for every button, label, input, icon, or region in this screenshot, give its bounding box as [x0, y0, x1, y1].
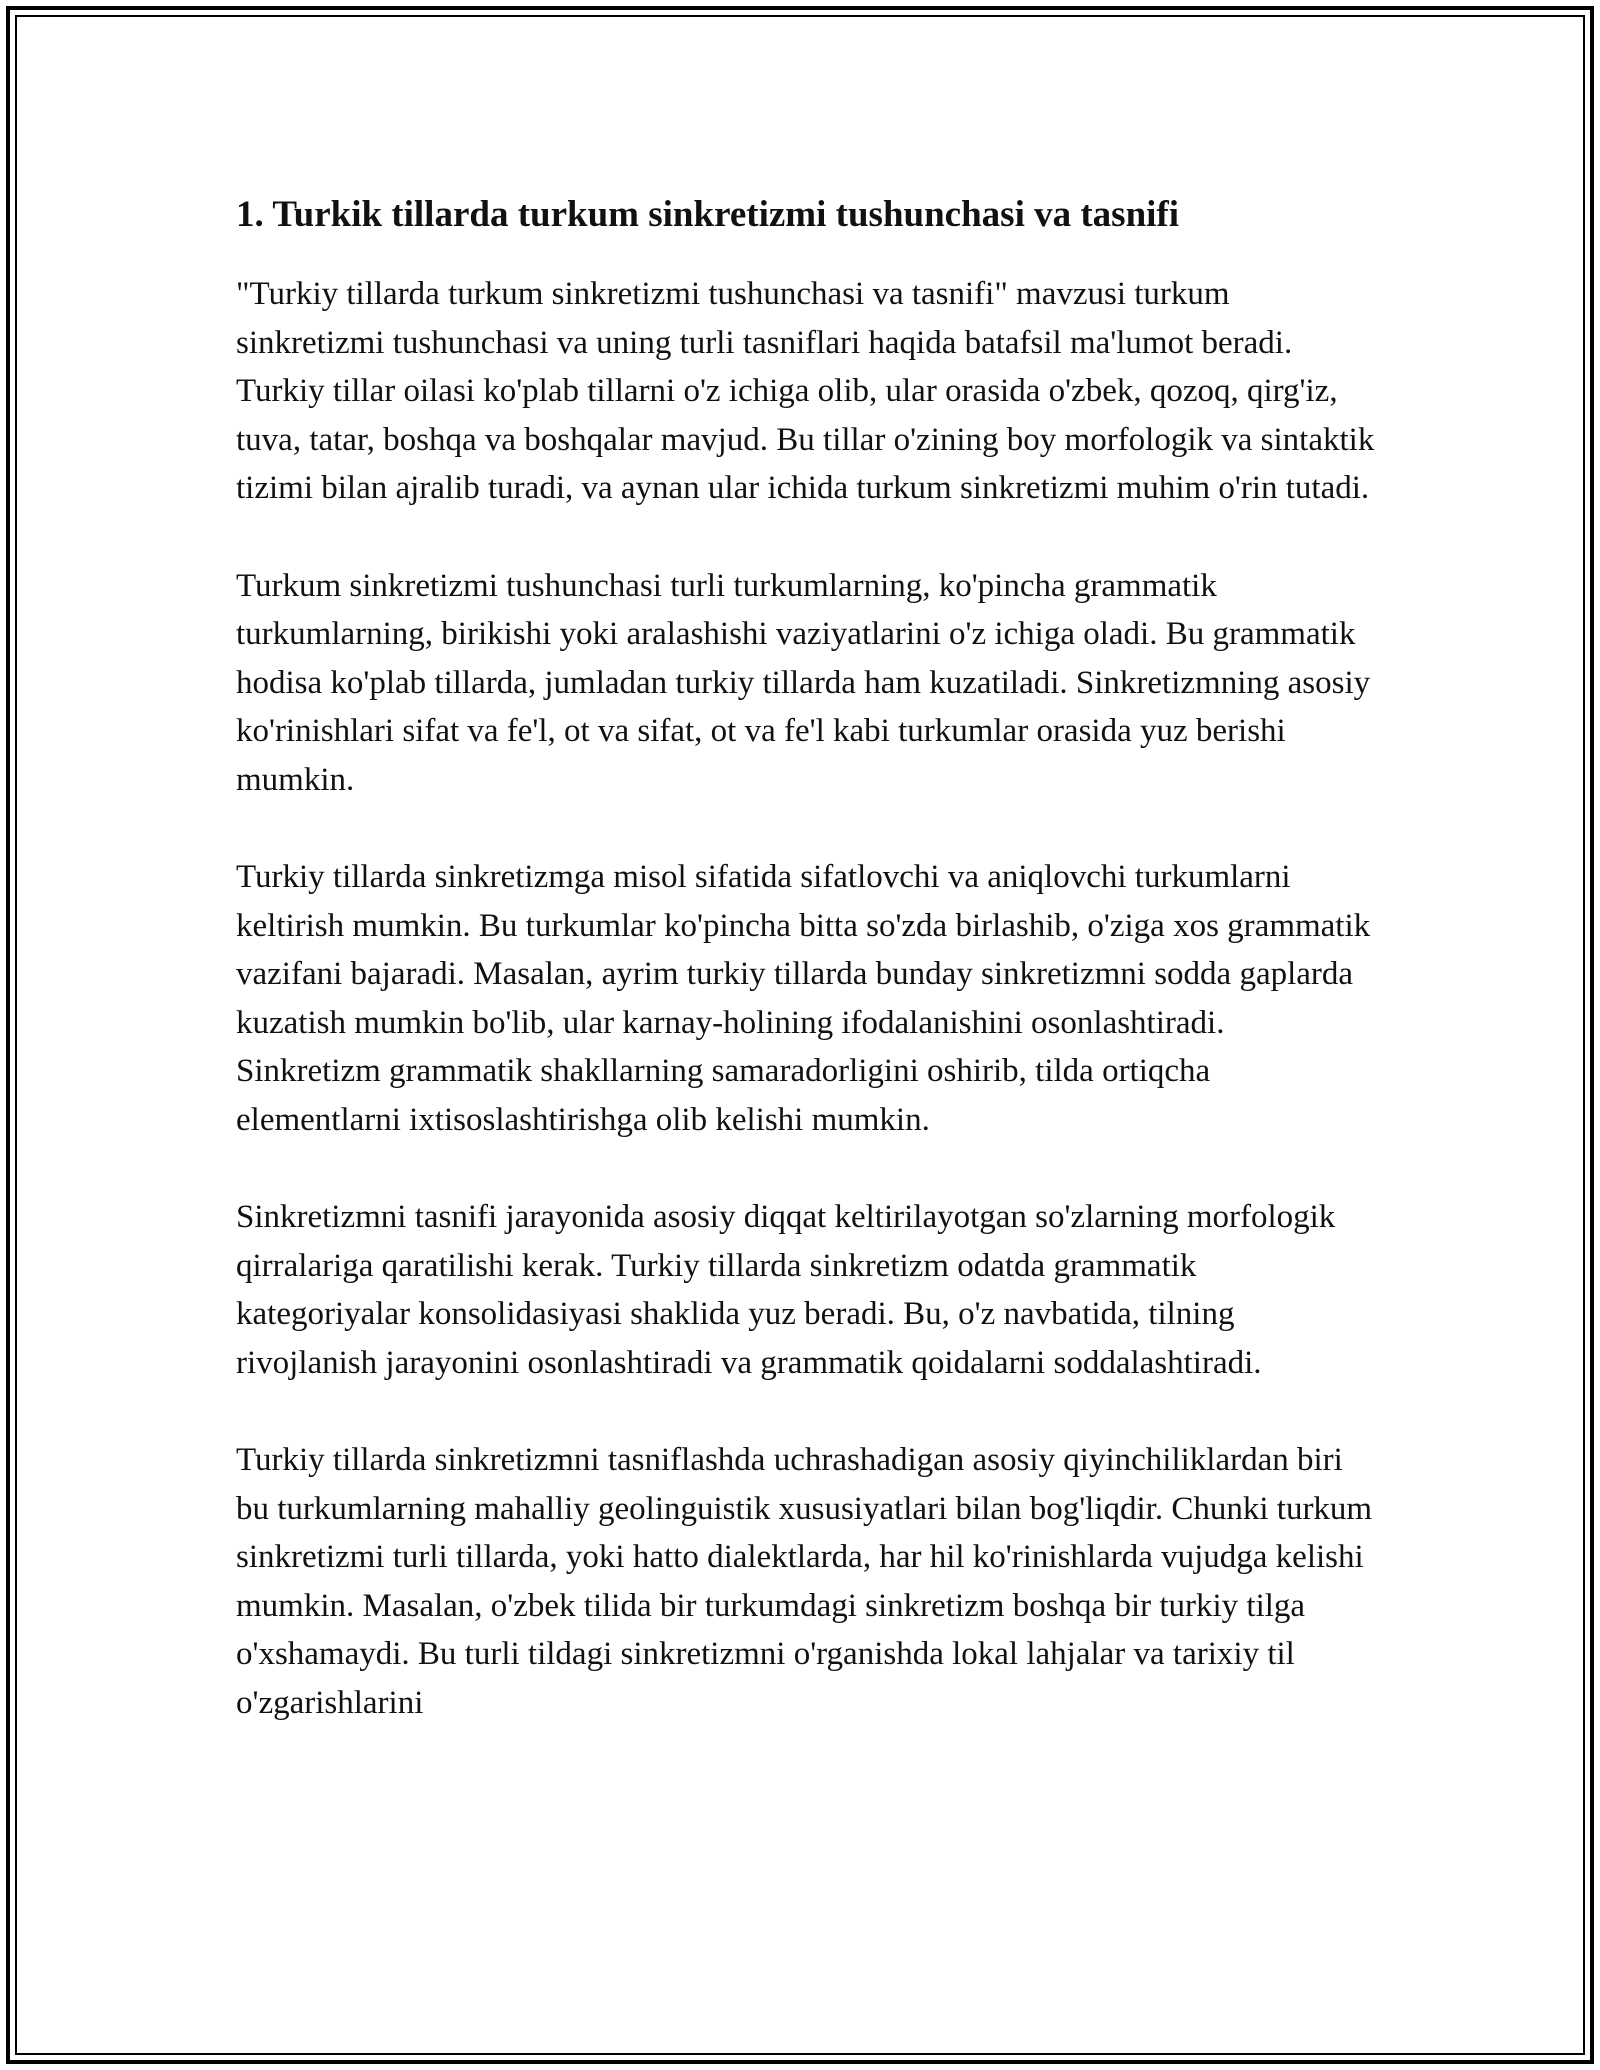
paragraph-2: Turkum sinkretizmi tushunchasi turli turkumlarning, ko'pincha grammatik turkumlarning, birikishi yoki aralashishi vaziyatlarini o'z ichiga oladi. Bu grammatik hodisa ko'plab tillarda, jumladan turkiy tillarda ham kuzatiladi. Sinkretizmning asosiy ko'rinishlari sifat va fe'l, ot va sifat, ot va fe'l kabi turkumlar orasida yuz berishi mumkin. — [236, 567, 1371, 798]
paragraph-4: Sinkretizmni tasnifi jarayonida asosiy diqqat keltirilayotgan so'zlarning morfologik qirralariga qaratilishi kerak. Turkiy tillarda sinkretizm odatda grammatik kategoriyalar konsolidasiyasi shaklida yuz beradi. Bu, o'z navbatida, tilning rivojlanish jarayonini osonlashtiradi va grammatik qoidalarni soddalashtiradi. — [236, 1199, 1336, 1381]
paragraph-3: Turkiy tillarda sinkretizmga misol sifatida sifatlovchi va aniqlovchi turkumlarni keltirish mumkin. Bu turkumlar ko'pincha bitta so'zda birlashib, o'ziga xos grammatik vazifani bajaradi. Masalan, ayrim turkiy tillarda bunday sinkretizmni sodda gaplarda kuzatish mumkin bo'lib, ular karnay-holining ifodalanishini osonlashtiradi. Sinkretizm grammatik shakllarning samaradorligini oshirib, tilda ortiqcha elementlarni ixtisoslashtirishga olib kelishi mumkin. — [236, 859, 1371, 1138]
paragraph-5: Turkiy tillarda sinkretizmni tasniflashda uchrashadigan asosiy qiyinchiliklardan biri bu turkumlarning mahalliy geolinguistik xususiyatlari bilan bog'liqdir. Chunki turkum sinkretizmi turli tillarda, yoki hatto dialektlarda, har hil ko'rinishlarda vujudga kelishi mumkin. Masalan, o'zbek tilida bir turkumdagi sinkretizm boshqa bir turkiy tilga o'xshamaydi. Bu turli tildagi sinkretizmni o'rganishda lokal lahjalar va tarixiy til o'zgarishlarini — [236, 1442, 1373, 1721]
section-heading: 1. Turkik tillarda turkum sinkretizmi tushunchasi va tasnifi — [236, 194, 1180, 235]
paragraph-1: "Turkiy tillarda turkum sinkretizmi tushunchasi va tasnifi" mavzusi turkum sinkretizmi tushunchasi va uning turli tasniflari haqida batafsil ma'lumot beradi. Turkiy tillar oilasi ko'plab tillarni o'z ichiga olib, ular orasida o'zbek, qozoq, qirg'iz, tuva, tatar, boshqa va boshqalar mavjud. Bu tillar o'zining boy morfologik va sintaktik tizimi bilan ajralib turadi, va aynan ular ichida turkum sinkretizmi muhim o'rin tutadi. — [236, 276, 1375, 506]
document-body — [236, 188, 1376, 1776]
